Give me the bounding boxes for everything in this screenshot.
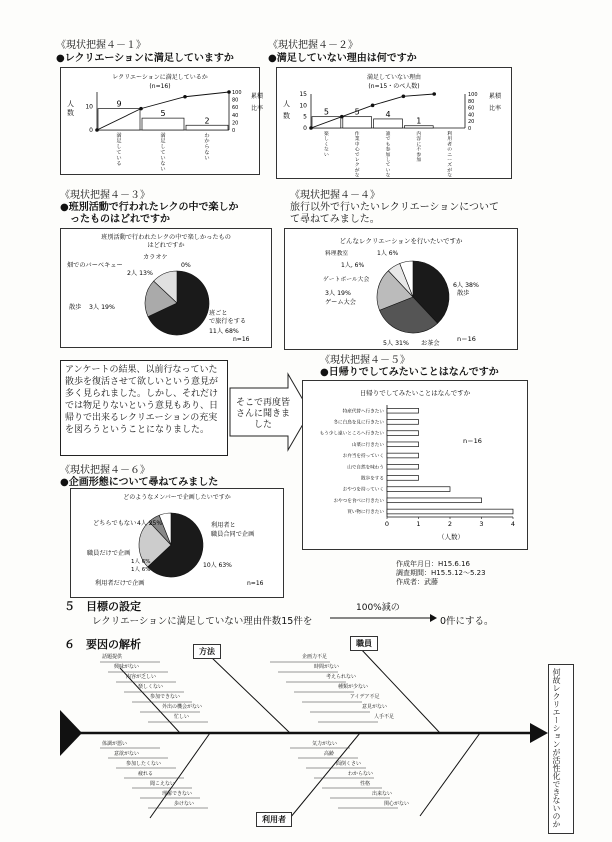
chart-title-2: はどれですか [147,242,185,249]
fishbone-cause-label: 考えられない [326,674,357,680]
category-label: 買い物に行きたい [347,510,384,516]
category-label-char: 心 [354,147,360,153]
cumulative-point [402,94,406,98]
chart-n: n=16 [233,336,250,343]
chart-4-3 [60,228,272,348]
category-label-char: 内 [416,132,422,137]
category-label-char: い [323,152,329,158]
right-tick: 100 [468,92,478,98]
bar-value: 5 [323,107,329,117]
arrow-text: そこで再度皆さんに聞きました [235,398,290,430]
fishbone-cause-label: 疲れる [138,771,154,777]
pie-value: 11人 68% [209,328,239,335]
category-label-char: ー [447,158,453,163]
category-label-char: ズ [447,163,453,169]
big-bone [210,656,290,733]
y-right-label-1: 累積 [251,93,264,100]
category-label-char: し [323,137,329,143]
bar [387,509,513,514]
fishbone-cat-method: 方法 [193,644,221,659]
fishbone-cause-label: 人手不足 [374,714,395,720]
y-right-label-1: 累積 [489,93,502,100]
left-tick: 5 [303,113,307,121]
category-label-char: の [447,147,453,153]
bar [404,126,433,128]
goal-text-right: 0件にする。 [440,616,494,627]
bar-value: 9 [116,99,122,109]
x-tick: 4 [510,520,516,528]
cumulative-point [309,126,313,130]
category-label-char: な [323,147,329,153]
bar [387,408,419,413]
left-tick: 10 [299,102,307,110]
fishbone-cause-label: 種類が少ない [338,684,369,690]
y-left-label: 人 [283,100,290,108]
fishbone-cause-label: 内容が乏しい [126,674,157,680]
cumulative-point [340,115,344,119]
category-label-char: な [385,173,391,179]
chart-title: どのようなメンバーで企画したいですか [123,494,231,501]
x-axis-label: （人数） [438,533,464,541]
section-4-3-question-2: ったものはどれですか [70,214,170,225]
pie-value: 10人 63% [203,562,232,569]
category-label: おやつを持っていく [342,487,384,493]
bar-value: 4 [385,109,391,119]
chart-title: 日帰りでしてみたいことはなんですか [359,389,471,397]
fishbone-cause-label: 話題提供 [102,654,123,660]
pie-label: 畑でのバーベキュー [67,262,123,269]
section-4-4-tag: 《現状把握４－４》 [290,190,380,201]
right-tick: 60 [232,105,239,112]
fishbone-cause-label: 出来ない [372,791,393,797]
category-label-char: 中 [354,142,360,148]
section-4-2-question: ●満足していない理由は何ですか [268,53,417,64]
left-tick: 15 [299,91,307,98]
fishbone-cause-label: 時間がない [314,664,340,670]
fishbone-cause-label: 忙しい [174,714,190,720]
fishbone-cause-label: 楽しくない [138,684,164,690]
fishbone-cause-label: 性格 [360,781,371,787]
category-label-char: 参 [416,152,422,158]
category-label-char: 用 [447,137,453,143]
pie-value: 3人 19% [89,304,115,311]
fishbone-cause-label: 参加できない [150,694,181,700]
pie-value: 1人 6% [377,250,399,257]
bar [343,117,372,128]
pie-value: 1人, 6% [341,262,365,269]
bar [387,487,450,492]
bar [387,420,419,425]
category-label-char: 誰 [385,132,391,137]
right-tick: 60 [468,105,475,112]
fishbone-cause-label: 面倒くさい [336,761,362,767]
section-4-1-question: ●レクリエーションに満足していますか [56,53,234,64]
category-label-char: 参 [385,147,391,153]
chart-4-5 [302,380,528,550]
left-tick: 10 [85,103,93,111]
pie-value: 3人 19% [325,290,351,297]
left-tick: 0 [89,127,93,134]
fishbone-cause-label: 参加したくない [126,761,162,767]
y-right-label-2: 比率 [251,105,264,112]
x-tick: 2 [447,520,453,528]
category-label-char: で [385,137,391,143]
category-label-char: い [160,166,166,173]
category-label-char: か [204,138,210,145]
fishbone-cause-label: アイデア不足 [350,694,380,700]
category-label-char: な [354,173,360,179]
category-label-char: 満 [116,133,122,139]
category-label-char: も [385,142,391,148]
pie-label-2: 職員合同で企画 [211,531,255,538]
section-4-3-question-1: ●班別活動で行われたレクの中で楽しか [60,202,239,213]
category-label-char: 容 [416,137,422,143]
chart-4-2 [276,67,512,179]
category-label: 山で自然を味わう [347,465,384,471]
category-label-char: が [354,168,360,174]
chart-n: n＝16 [463,437,482,445]
goal-arrow-label: 100%減の [356,603,400,613]
cumulative-point [227,90,231,94]
chart-title: 満足していない理由 [366,74,422,81]
category-label-char: 加 [385,152,391,158]
category-label-char: て [160,149,166,156]
pie-label: 散歩 [69,304,82,311]
fishbone-head: 何故レクリエーションが活性化できないのか [548,664,574,834]
cumulative-point [139,107,143,111]
category-label-char: 業 [354,137,360,143]
chart-n: n＝16 [457,335,476,343]
pie-value: 2人 13% [127,270,153,277]
category-label-char: で [354,152,360,158]
tail-icon [60,710,82,756]
bar [387,453,419,458]
fishbone-cause-label: わからない [348,771,374,777]
category-label-char: な [160,161,166,167]
fishbone-cause-label: 興味がない [114,664,140,670]
right-tick: 0 [468,126,472,132]
category-label: 山菜に行きたい [351,442,384,448]
pie-label-2: で旅行をする [209,318,247,325]
chart-n: n=16 [247,580,264,587]
x-tick: 3 [479,520,484,528]
category-label-char: な [204,149,210,156]
section-4-6-tag: 《現状把握４－６》 [60,465,150,476]
pie-label: 職員だけで企画 [87,550,131,557]
section-4-4-question-1: 旅行以外で行いたいレクリエーションについて [290,202,499,213]
category-label-char: い [204,155,210,162]
category-label-char: が [447,168,453,174]
survey-summary-callout: アンケートの結果、以前行なっていた散歩を復活させて欲しいという意見が多く見られました。しかし、それだけでは物足りないという意見もあり、日帰りで出来るレクリエーションの充実を図ろうということになりました。 [60,360,228,456]
pie-label: 班ごと [209,310,228,317]
pie-label: 料理教室 [325,251,349,257]
fishbone-cause-label: 意見がない [362,704,388,710]
bar [387,442,419,447]
section-4-5-tag: 《現状把握４－５》 [320,355,410,366]
bar-value: 5 [354,107,360,117]
fishbone-cause-label: 企画力不足 [302,654,328,660]
bar-value: 1 [416,116,422,126]
left-tick: 0 [303,125,307,132]
pie-value: 6人 38% [453,282,479,289]
pie-value: 4人 25% [137,520,163,527]
category-label-char: し [385,158,391,163]
chart-title-1: 班別活動で行われたレクの中で楽しかったもの [101,234,231,241]
fishbone-cat-staff: 職員 [350,636,378,651]
pie-value: 5人 31% [383,340,409,347]
category-label: 冬に白鳥を見に行きたい [333,420,384,426]
bar [387,498,482,503]
big-bone [420,733,480,816]
category-label-char: ニ [447,152,453,158]
chart-title: どんなレクリエーションを行いたいですか [339,237,463,245]
fishbone-cause-label: 聞こえない [150,781,176,787]
bar-value: 5 [160,109,166,119]
fishbone-cause-label: 理解できない [162,791,193,797]
category-label: もう少し遠いところへ行きたい [319,431,384,437]
section-4-3-tag: 《現状把握４－３》 [60,190,150,201]
pie-label: ゲートボール大会 [323,277,370,283]
category-label-char: い [160,155,166,162]
right-tick: 20 [232,120,239,127]
y-left-label-2: 数 [283,112,290,120]
right-tick: 100 [232,90,242,96]
right-tick: 0 [232,128,236,134]
cumulative-point [183,95,187,99]
fishbone-cause-label: 体調が悪い [102,741,128,747]
category-label-char: て [116,149,122,156]
right-tick: 40 [468,112,475,119]
category-label-char: て [385,163,391,169]
category-label-char: に [416,142,422,148]
bar [387,431,419,436]
right-tick: 80 [468,98,475,105]
bar [186,125,228,130]
category-label-char: く [323,142,329,148]
pie-label: お茶会 [421,340,440,347]
right-tick: 40 [232,112,239,119]
category-label-char: レ [354,158,360,163]
bar [374,119,403,128]
pie-label: ゲーム大会 [325,299,356,306]
y-right-label-2: 比率 [489,105,502,112]
category-label-char: な [447,173,453,179]
category-label-char: 加 [416,158,422,163]
pie-value: 1人 6% [131,559,151,565]
chart-4-1 [60,67,264,175]
category-label: 特産代替へ行きたい [342,409,384,415]
bar [387,464,419,469]
head-arrow-icon [530,723,548,743]
category-label-char: 楽 [323,132,329,137]
chart-4-4 [284,228,518,350]
meta-created: 作成年月日：H15.6.16 [396,560,470,568]
category-label-char: い [116,155,122,162]
category-label-char: 不 [416,147,422,153]
right-tick: 20 [468,119,475,126]
goal-arrow-icon [330,612,438,624]
category-label-char: し [116,144,122,151]
pie-label: 利用者と [211,522,236,529]
pie-label: 散歩 [457,290,470,297]
chart-4-6 [70,488,284,598]
goal-heading: ５ 目標の設定 [64,600,141,613]
category-label-char: 足 [116,138,122,145]
pie-label: カラオケ [143,254,168,261]
section-4-4-question-2: て尋ねてみました。 [290,214,380,225]
section-4-6-question: ●企画形態について尋ねてみました [60,477,219,488]
category-label: 散歩をする [361,476,384,482]
meta-author: 作成者：武藤 [396,578,438,586]
fishbone-cause-label: 歩けない [174,801,195,807]
category-label-char: し [160,144,166,151]
category-label-char: わ [204,133,210,139]
fishbone-cause-label: 気力がない [312,741,338,747]
category-label: おやつを食べに行きたい [333,498,384,504]
section-4-5-question: ●日帰りでしてみたいことはなんですか [320,367,499,378]
cumulative-point [371,104,375,108]
section-4-1-tag: 《現状把握４－１》 [56,40,146,51]
bar-value: 2 [204,116,210,126]
category-label-char: 作 [354,132,360,137]
fishbone-cat-user: 利用者 [256,812,292,827]
fishbone-cause-label: 外出の機会がない [162,704,203,710]
goal-text-left: レクリエーションに満足していない理由件数15件を [92,616,313,627]
big-bone [360,648,440,733]
pie-label: 利用者だけで企画 [95,580,145,587]
chart-n: (n=15・のべ人数) [368,83,420,90]
meta-period: 調査期間：H15.5.12～5.23 [396,569,486,577]
cumulative-point [95,128,99,132]
bar [142,118,184,130]
pie-value: 1人 6% [131,567,151,573]
category-label-char: 足 [160,138,166,145]
category-label-char: 利 [447,132,453,137]
category-label-char: る [116,161,122,167]
fishbone-cause-label: 関心がない [384,801,410,807]
section-4-2-tag: 《現状把握４－２》 [268,40,358,51]
chart-title: レクリエーションに満足しているか [112,74,208,81]
cumulative-point [432,92,436,96]
chart-n: (n=16) [149,83,171,90]
analysis-heading: ６ 要因の解析 [64,638,141,651]
fishbone-cause-label: 意欲がない [114,751,140,757]
y-left-label: 人 [67,100,74,108]
pie-value: 0% [181,262,191,269]
category-label-char: い [385,168,391,174]
category-label-char: 者 [447,142,453,148]
x-tick: 1 [416,520,421,528]
right-tick: 80 [232,97,239,104]
x-tick: 0 [384,520,390,528]
pie-label: どちらでもない [93,520,137,527]
category-label-char: ク [354,163,360,169]
category-label-char: ら [204,144,210,151]
fishbone-cause-label: 高齢 [324,751,335,757]
bar [387,476,419,481]
category-label: お弁当を持っていく [342,454,384,460]
y-left-label-2: 数 [67,109,74,117]
category-label-char: 満 [160,133,166,139]
